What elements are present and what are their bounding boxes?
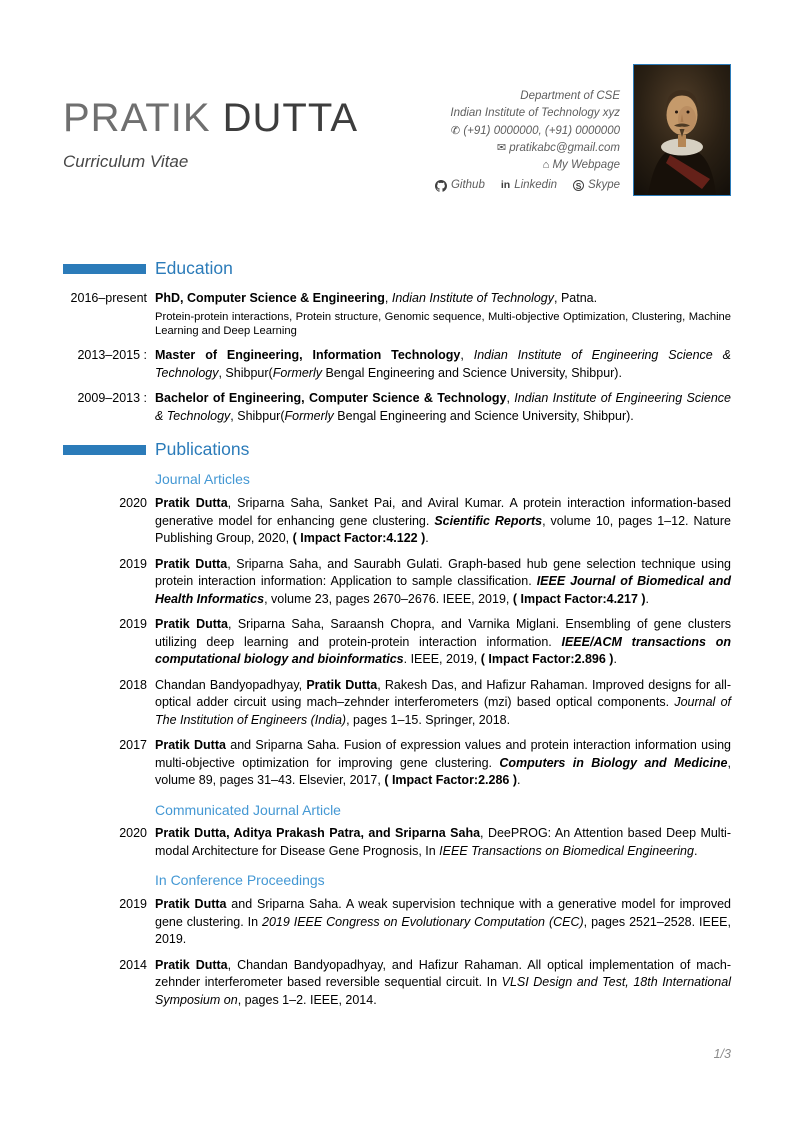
skype-label: Skype <box>588 179 620 192</box>
education-entry <box>63 390 731 425</box>
webpage-link[interactable]: My Webpage <box>552 159 620 171</box>
section-title-publications: Publications <box>155 439 250 460</box>
linkedin-label: Linkedin <box>514 179 558 192</box>
email-icon: ✉ <box>496 141 507 154</box>
person-name <box>63 96 435 140</box>
entry-body <box>155 390 731 425</box>
publications-section-header <box>63 439 731 460</box>
entry-date: 2013–2015 : <box>77 348 147 363</box>
github-icon <box>435 180 447 192</box>
cv-tagline: Curriculum Vitae <box>63 152 189 171</box>
entry-text: Master of Engineering, Information Technology, Indian Institute of Engineering Science & Technology, Shibpur(Formerly Bengal Engineering and Science University, Shibpur). <box>155 348 731 380</box>
skype-icon: S <box>573 180 584 191</box>
subsection-journal-articles: Journal Articles <box>155 471 250 488</box>
publication-entry <box>63 556 731 609</box>
entry-text: Pratik Dutta and Sriparna Saha. Fusion of expression values and protein interaction information using multi-objective optimization for improving gene clustering. Computers in Biology and Medicine, volume 89, pages 31–43. Elsevier, 2017, ( Impact Factor:2.286 ). <box>155 738 732 788</box>
entry-date: 2020 <box>119 496 147 511</box>
contact-department: Department of CSE <box>520 90 620 102</box>
cv-header <box>63 64 731 196</box>
page-number: 1/3 <box>713 1047 731 1061</box>
phone-numbers: (+91) 0000000, (+91) 0000000 <box>463 124 620 137</box>
entry-text: Pratik Dutta, Sriparna Saha, and Saurabh Gulati. Graph-based hub gene selection technique using protein interaction information: Application to sample classification. IEEE Journal of Biomedical and Health Informatics, volume 23, pages 2670–2676. IEEE, 2019, ( Impact Factor:4.217 ). <box>155 556 732 606</box>
section-publications <box>63 439 731 1009</box>
entry-date: 2009–2013 : <box>77 391 147 406</box>
education-section-header <box>63 258 731 279</box>
contact-block <box>435 64 620 195</box>
subsection-communicated-journal-article: Communicated Journal Article <box>155 801 341 818</box>
github-label: Github <box>450 179 485 192</box>
entry-text: Pratik Dutta and Sriparna Saha. A weak supervision technique with a generative model for improved gene clustering. In 2019 IEEE Congress on Evolutionary Computation (CEC), pages 2521–2528. IEEE, 2019. <box>155 897 732 947</box>
entry-text: Pratik Dutta, Sriparna Saha, Sanket Pai, and Aviral Kumar. A protein interaction information-based generative model for enhancing gene clustering. Scientific Reports, volume 10, pages 1–12. Nature Publishing Group, 2020, ( Impact Factor:4.122 ). <box>155 496 732 546</box>
section-rule <box>63 264 146 274</box>
contact-institute: Indian Institute of Technology xyz <box>450 107 620 120</box>
subsection-conference-proceedings: In Conference Proceedings <box>155 872 325 889</box>
first-name: PRATIK <box>63 96 211 140</box>
entry-date: 2017 <box>119 738 147 753</box>
social-row <box>435 177 620 194</box>
publication-entry <box>63 677 731 730</box>
publication-entry <box>63 896 731 949</box>
portrait-image <box>634 65 730 195</box>
entry-body <box>155 290 731 339</box>
entry-detail: Protein-protein interactions, Protein structure, Genomic sequence, Multi-objective Optimization, Clustering, Machine Learning and Deep Learning <box>155 310 731 338</box>
entry-date: 2019 <box>119 617 147 632</box>
github-link[interactable] <box>435 177 485 194</box>
entry-text: PhD, Computer Science & Engineering, Indian Institute of Technology, Patna. <box>155 291 598 305</box>
publication-entry <box>63 825 731 860</box>
education-entry <box>63 290 731 339</box>
entry-text: Chandan Bandyopadhyay, Pratik Dutta, Rakesh Das, and Hafizur Rahaman. Improved designs for all-optical adder circuit using mach–zehnder interferometers (mzi) based optical components. Journal of The Institution of Engineers (India), pages 1–15. Springer, 2018. <box>155 677 731 727</box>
entry-date: 2019 <box>119 897 147 912</box>
contact-email <box>435 140 620 157</box>
entry-text: Pratik Dutta, Chandan Bandyopadhyay, and Hafizur Rahaman. All optical implementation of mach-zehnder interferometer based reversible sequential circuit. In VLSI Design and Test, 18th International Symposium on, pages 1–2. IEEE, 2014. <box>155 957 731 1007</box>
education-entry <box>63 347 731 382</box>
contact-phone <box>435 123 620 140</box>
skype-link[interactable] <box>573 177 620 194</box>
webpage-icon: ⌂ <box>542 159 550 171</box>
name-block <box>63 64 435 172</box>
publication-entry <box>63 616 731 669</box>
entry-date: 2014 <box>119 957 147 972</box>
profile-photo <box>633 64 731 196</box>
phone-icon: ✆ <box>450 124 461 137</box>
contact-webpage <box>435 157 620 174</box>
entry-text: Pratik Dutta, Aditya Prakash Patra, and Sriparna Saha, DeePROG: An Attention based Deep Multi-modal Architecture for Disease Gene Prognosis, In IEEE Transactions on Biomedical Engineering. <box>155 826 731 858</box>
entry-date: 2016–present <box>70 291 147 305</box>
publication-entry <box>63 957 731 1010</box>
linkedin-icon: in <box>500 179 511 191</box>
publication-entry <box>63 737 731 790</box>
section-rule <box>63 445 146 455</box>
section-education <box>63 258 731 425</box>
entry-body <box>155 347 731 382</box>
entry-date: 2019 <box>119 556 147 571</box>
publication-entry <box>63 495 731 548</box>
email-link[interactable]: pratikabc@gmail.com <box>509 141 620 154</box>
last-name: DUTTA <box>222 96 358 140</box>
entry-text: Bachelor of Engineering, Computer Science & Technology, Indian Institute of Engineering Science & Technology, Shibpur(Formerly Bengal Engineering and Science University, Shibpur). <box>155 391 731 423</box>
linkedin-link[interactable] <box>501 177 557 194</box>
section-title-education: Education <box>155 258 233 278</box>
entry-text: Pratik Dutta, Sriparna Saha, Saraansh Chopra, and Varnika Miglani. Ensembling of gene clusters utilizing deep learning and protein-protein interaction information. IEEE/ACM transactions on computational biology and bioinformatics. IEEE, 2019, ( Impact Factor:2.896 ). <box>155 617 731 667</box>
entry-date: 2020 <box>119 826 147 841</box>
entry-date: 2018 <box>119 677 147 692</box>
